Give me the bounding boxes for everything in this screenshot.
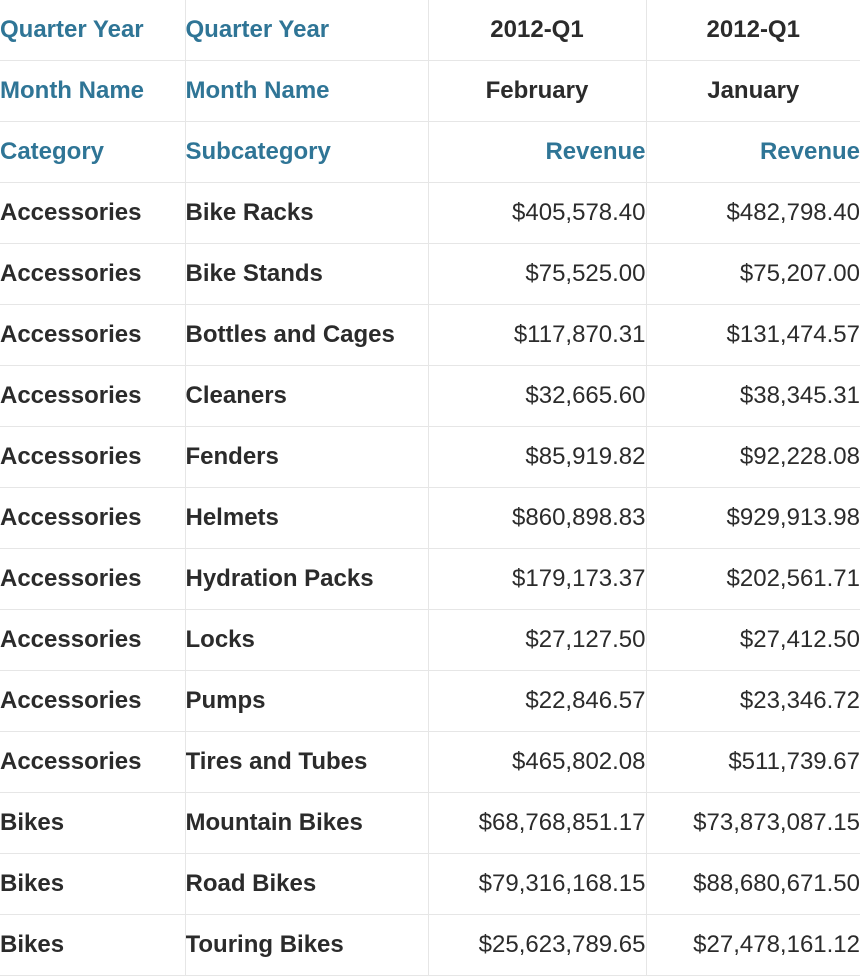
month-name-header-row	[0, 60, 860, 121]
category-cell[interactable]: Accessories	[0, 365, 185, 426]
row-field-header-month-name[interactable]: Month Name	[0, 60, 185, 121]
table-row	[0, 487, 860, 548]
subcategory-cell[interactable]: Tires and Tubes	[185, 731, 428, 792]
revenue-cell-february[interactable]: $68,768,851.17	[428, 792, 646, 853]
subcategory-field-header[interactable]: Subcategory	[185, 121, 428, 182]
revenue-measure-header-1[interactable]: Revenue	[428, 121, 646, 182]
revenue-cell-february[interactable]: $465,802.08	[428, 731, 646, 792]
revenue-cell-february[interactable]: $79,316,168.15	[428, 853, 646, 914]
subcategory-cell[interactable]: Fenders	[185, 426, 428, 487]
row-field-header-quarter-year-2[interactable]: Quarter Year	[185, 0, 428, 60]
row-field-header-quarter-year[interactable]: Quarter Year	[0, 0, 185, 60]
category-cell[interactable]: Accessories	[0, 243, 185, 304]
revenue-cell-january[interactable]: $131,474.57	[646, 304, 860, 365]
revenue-cell-january[interactable]: $202,561.71	[646, 548, 860, 609]
revenue-cell-february[interactable]: $405,578.40	[428, 182, 646, 243]
subcategory-cell[interactable]: Bike Stands	[185, 243, 428, 304]
revenue-measure-header-2[interactable]: Revenue	[646, 121, 860, 182]
category-cell[interactable]: Bikes	[0, 914, 185, 975]
row-field-header-month-name-2[interactable]: Month Name	[185, 60, 428, 121]
subcategory-cell[interactable]: Cleaners	[185, 365, 428, 426]
table-row	[0, 670, 860, 731]
revenue-cell-january[interactable]: $27,478,161.12	[646, 914, 860, 975]
category-cell[interactable]: Bikes	[0, 853, 185, 914]
table-row	[0, 853, 860, 914]
revenue-cell-february[interactable]: $32,665.60	[428, 365, 646, 426]
category-cell[interactable]: Accessories	[0, 487, 185, 548]
revenue-cell-january[interactable]: $929,913.98	[646, 487, 860, 548]
table-row	[0, 365, 860, 426]
subcategory-cell[interactable]: Bottles and Cages	[185, 304, 428, 365]
revenue-cell-january[interactable]: $92,228.08	[646, 426, 860, 487]
revenue-cell-february[interactable]: $27,127.50	[428, 609, 646, 670]
category-cell[interactable]: Accessories	[0, 609, 185, 670]
revenue-cell-february[interactable]: $25,623,789.65	[428, 914, 646, 975]
column-header-quarter-2[interactable]: 2012-Q1	[646, 0, 860, 60]
field-header-row	[0, 121, 860, 182]
table-row	[0, 792, 860, 853]
column-header-january[interactable]: January	[646, 60, 860, 121]
revenue-cell-january[interactable]: $88,680,671.50	[646, 853, 860, 914]
subcategory-cell[interactable]: Hydration Packs	[185, 548, 428, 609]
category-field-header[interactable]: Category	[0, 121, 185, 182]
subcategory-cell[interactable]: Road Bikes	[185, 853, 428, 914]
revenue-cell-january[interactable]: $73,873,087.15	[646, 792, 860, 853]
revenue-cell-january[interactable]: $75,207.00	[646, 243, 860, 304]
revenue-cell-february[interactable]: $85,919.82	[428, 426, 646, 487]
subcategory-cell[interactable]: Locks	[185, 609, 428, 670]
category-cell[interactable]: Accessories	[0, 304, 185, 365]
category-cell[interactable]: Accessories	[0, 731, 185, 792]
revenue-cell-january[interactable]: $511,739.67	[646, 731, 860, 792]
table-row	[0, 426, 860, 487]
table-row	[0, 914, 860, 975]
table-row	[0, 182, 860, 243]
revenue-cell-january[interactable]: $38,345.31	[646, 365, 860, 426]
table-row	[0, 609, 860, 670]
column-header-quarter-1[interactable]: 2012-Q1	[428, 0, 646, 60]
table-row	[0, 304, 860, 365]
category-cell[interactable]: Bikes	[0, 792, 185, 853]
revenue-cell-february[interactable]: $179,173.37	[428, 548, 646, 609]
revenue-cell-february[interactable]: $22,846.57	[428, 670, 646, 731]
revenue-cell-january[interactable]: $27,412.50	[646, 609, 860, 670]
revenue-cell-january[interactable]: $23,346.72	[646, 670, 860, 731]
category-cell[interactable]: Accessories	[0, 182, 185, 243]
table-row	[0, 548, 860, 609]
column-header-february[interactable]: February	[428, 60, 646, 121]
revenue-cell-february[interactable]: $75,525.00	[428, 243, 646, 304]
category-cell[interactable]: Accessories	[0, 548, 185, 609]
revenue-cell-january[interactable]: $482,798.40	[646, 182, 860, 243]
table-row	[0, 731, 860, 792]
table-row	[0, 243, 860, 304]
subcategory-cell[interactable]: Pumps	[185, 670, 428, 731]
revenue-cell-february[interactable]: $117,870.31	[428, 304, 646, 365]
revenue-cell-february[interactable]: $860,898.83	[428, 487, 646, 548]
category-cell[interactable]: Accessories	[0, 670, 185, 731]
subcategory-cell[interactable]: Touring Bikes	[185, 914, 428, 975]
subcategory-cell[interactable]: Bike Racks	[185, 182, 428, 243]
category-cell[interactable]: Accessories	[0, 426, 185, 487]
subcategory-cell[interactable]: Mountain Bikes	[185, 792, 428, 853]
subcategory-cell[interactable]: Helmets	[185, 487, 428, 548]
quarter-year-header-row	[0, 0, 860, 60]
